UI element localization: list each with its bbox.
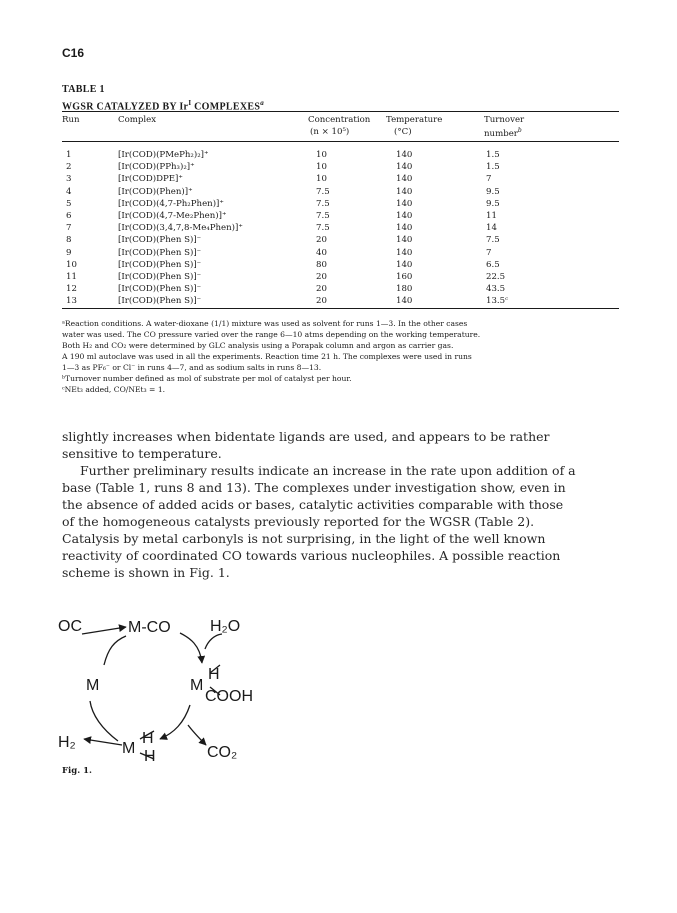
table-cell-complex: [Ir(COD)(Phen S)]⁻	[118, 247, 202, 258]
label-h2o: H₂O	[210, 618, 241, 635]
table-cell-run: 12	[66, 284, 77, 295]
table-cell-temperature: 140	[396, 186, 413, 197]
table-cell-temperature: 160	[396, 272, 413, 282]
header-turnover-number	[484, 127, 522, 139]
table-cell-concentration: 20	[316, 272, 327, 282]
table-cell-turnover: 14	[486, 223, 497, 234]
table-cell-complex: [Ir(COD)(PPh₃)₂]⁺	[118, 162, 195, 173]
table-title-rest: COMPLEXES	[191, 101, 261, 113]
body-line: base (Table 1, runs 8 and 13). The complexes under investigation show, even in	[62, 480, 566, 495]
table-cell-temperature: 140	[396, 259, 413, 270]
table-cell-run: 1	[66, 150, 72, 160]
table-cell-turnover: 1.5	[486, 162, 500, 173]
label-m-cooh-m: M	[190, 677, 204, 694]
table-cell-concentration: 20	[316, 235, 327, 246]
table-cell-complex: [Ir(COD)(Phen S)]⁻	[118, 284, 202, 295]
table-cell-run: 10	[66, 259, 77, 270]
header-turnover: Turnover	[484, 115, 525, 125]
table-cell-complex: [Ir(COD)(3,4,7,8-Me₄Phen)]⁺	[118, 223, 243, 234]
table-cell-turnover: 7.5	[486, 235, 500, 246]
table-cell-turnover: 1.5	[486, 150, 500, 160]
table-bottom-rule	[62, 308, 619, 309]
body-line: sensitive to temperature.	[62, 446, 222, 461]
table-cell-complex: [Ir(COD)DPE]⁺	[118, 174, 183, 185]
table-cell-temperature: 140	[396, 296, 413, 307]
body-line: scheme is shown in Fig. 1.	[62, 565, 230, 580]
table-header-rule	[62, 141, 619, 142]
label-m-h2-h-bottom: H	[144, 748, 156, 765]
table-cell-run: 5	[66, 198, 72, 209]
arc-m-to-mco	[104, 636, 126, 665]
page-number: C16	[62, 46, 85, 60]
table-cell-temperature: 140	[396, 150, 413, 160]
table-cell-run: 2	[66, 162, 72, 173]
table-cell-complex: [Ir(COD)(4,7-Me₂Phen)]⁺	[118, 211, 227, 221]
table-cell-run: 11	[66, 272, 77, 282]
table-footnote-line: water was used. The CO pressure varied over the range 6—10 atms depending on the working temperature.	[62, 330, 481, 339]
header-concentration-unit: (n × 10⁵)	[310, 127, 350, 137]
table-footnote-line: ᵃReaction conditions. A water-dioxane (1/1) mixture was used as solvent for runs 1—3. In the other cases	[62, 319, 468, 328]
table-cell-temperature: 140	[396, 198, 413, 209]
table-cell-run: 7	[66, 223, 72, 234]
table-cell-temperature: 140	[396, 211, 413, 221]
table-cell-complex: [Ir(COD)(Phen S)]⁻	[118, 296, 202, 307]
table-cell-turnover: 43.5	[486, 284, 506, 295]
header-turnover-number-text: number	[484, 128, 518, 139]
table-cell-concentration: 80	[316, 259, 327, 270]
table-cell-complex: [Ir(COD)(4,7-Ph₂Phen)]⁺	[118, 198, 224, 209]
table-cell-concentration: 10	[316, 174, 327, 185]
table-cell-concentration: 7.5	[316, 198, 330, 209]
table-cell-temperature: 140	[396, 174, 413, 185]
table-title-main: WGSR CATALYZED BY Ir	[62, 101, 189, 113]
table-title-note: a	[260, 99, 264, 107]
table-cell-concentration: 10	[316, 162, 327, 173]
table-cell-concentration: 7.5	[316, 211, 330, 221]
header-run: Run	[62, 115, 80, 125]
table-cell-temperature: 140	[396, 235, 413, 246]
body-line: slightly increases when bidentate ligands are used, and appears to be rather	[62, 429, 550, 444]
table-cell-turnover: 11	[486, 211, 497, 221]
table-cell-turnover: 22.5	[486, 272, 506, 282]
label-m-h2-h-top: H	[142, 730, 154, 747]
table-footnote-line: 1—3 as PF₆⁻ or Cl⁻ in runs 4—7, and as sodium salts in runs 8—13.	[62, 363, 322, 372]
label-m-co: M-CO	[128, 619, 171, 636]
table-cell-turnover: 9.5	[486, 186, 500, 197]
table-cell-turnover: 7	[486, 174, 492, 185]
table-cell-run: 4	[66, 186, 72, 197]
body-line: reactivity of coordinated CO towards various nucleophiles. A possible reaction	[62, 548, 561, 563]
table-cell-complex: [Ir(COD)(Phen S)]⁻	[118, 259, 202, 270]
arrow-mco-to-mcooh	[180, 633, 202, 663]
figure-caption: Fig. 1.	[62, 766, 92, 776]
body-line: of the homogeneous catalysts previously reported for the WGSR (Table 2).	[62, 514, 535, 529]
label-m-cooh-h: H	[208, 666, 220, 683]
table-title-sup: I	[188, 99, 192, 107]
table-cell-run: 9	[66, 247, 72, 258]
table-cell-complex: [Ir(COD)(Phen S)]⁻	[118, 235, 202, 246]
body-line: the absence of added acids or bases, catalytic activities comparable with those	[62, 497, 564, 512]
body-paragraph-1	[62, 428, 624, 462]
table-cell-temperature: 140	[396, 247, 413, 258]
body-line: Further preliminary results indicate an increase in the rate upon addition of a	[80, 463, 576, 478]
table-cell-run: 6	[66, 211, 72, 221]
table-cell-concentration: 7.5	[316, 186, 330, 197]
table-cell-run: 3	[66, 174, 72, 185]
header-complex: Complex	[118, 115, 157, 125]
label-m-cooh-cooh: COOH	[205, 688, 253, 705]
table-footnote-line: ᵇTurnover number defined as mol of substrate per mol of catalyst per hour.	[62, 374, 352, 383]
header-temperature-unit: (°C)	[394, 127, 412, 137]
header-turnover-note: b	[517, 127, 522, 134]
table-cell-complex: [Ir(COD)(PMePh₂)₂]⁺	[118, 150, 209, 160]
table-cell-concentration: 7.5	[316, 223, 330, 234]
table-label: TABLE 1	[62, 84, 105, 95]
table-cell-temperature: 180	[396, 284, 413, 295]
label-m-h2-m: M	[122, 740, 136, 757]
table-footnote-line: Both H₂ and CO₂ were determined by GLC analysis using a Porapak column and argon as carrier gas.	[62, 341, 454, 350]
table-footnote-line: ᶜNEt₃ added, CO/NEt₃ = 1.	[62, 385, 166, 394]
table-cell-temperature: 140	[396, 162, 413, 173]
arc-mh2-to-m	[90, 701, 118, 741]
header-concentration: Concentration	[308, 115, 371, 125]
table-cell-turnover: 7	[486, 247, 492, 258]
table-cell-temperature: 140	[396, 223, 413, 234]
table-cell-run: 13	[66, 296, 77, 307]
label-m-left: M	[86, 677, 100, 694]
arrow-co2-out	[188, 725, 206, 745]
table-cell-concentration: 40	[316, 247, 327, 258]
table-cell-turnover: 13.5ᶜ	[486, 296, 509, 307]
table-cell-concentration: 20	[316, 284, 327, 295]
label-co2: CO₂	[207, 744, 238, 761]
table-cell-concentration: 20	[316, 296, 327, 307]
table-cell-complex: [Ir(COD)(Phen)]⁺	[118, 186, 193, 197]
table-cell-turnover: 9.5	[486, 198, 500, 209]
table-cell-complex: [Ir(COD)(Phen S)]⁻	[118, 272, 202, 282]
arrow-mcooh-to-mh2	[160, 705, 190, 739]
table-footnote-line: A 190 ml autoclave was used in all the experiments. Reaction time 21 h. The complexes were used in runs	[62, 352, 472, 361]
label-oc: OC	[58, 618, 82, 635]
body-paragraph-2	[62, 462, 624, 581]
header-temperature: Temperature	[386, 115, 443, 125]
arc-h2o-in	[205, 634, 222, 649]
table-cell-turnover: 6.5	[486, 259, 500, 270]
reaction-scheme-figure	[50, 605, 290, 765]
arrow-oc-to-mco	[82, 627, 126, 634]
table-cell-run: 8	[66, 235, 72, 246]
table-top-rule	[62, 111, 619, 112]
body-line: Catalysis by metal carbonyls is not surprising, in the light of the well known	[62, 531, 546, 546]
label-h2: H₂	[58, 734, 76, 751]
table-cell-concentration: 10	[316, 150, 327, 160]
